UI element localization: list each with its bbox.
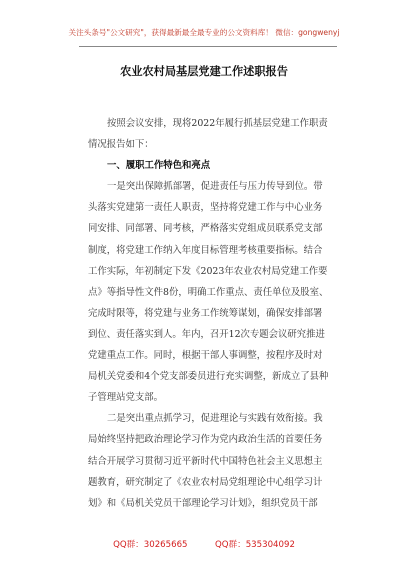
paragraph-line: 工作实际，年初制定下发《2023年农业农村局党建工作要 [88, 265, 328, 277]
paragraph-line: 同安排、同部署、同考核，严格落实党组成员联系党支部 [88, 223, 323, 235]
paragraph-line: 局始终坚持把政治理论学习作为党内政治生活的首要任务 [88, 434, 323, 446]
paragraph-line: 头落实党建第一责任人职责，坚持将党建工作与中心业务 [88, 202, 323, 214]
paragraph-line: 结合开展学习贯彻习近平新时代中国特色社会主义思想主 [88, 455, 323, 467]
paragraph-line: 制度，将党建工作纳入年度目标管理考核重要指标。结合 [88, 244, 323, 256]
paragraph-line: 局机关党委和4个党支部委员进行充实调整，新成立了县种 [88, 371, 329, 383]
section-heading: 一、履职工作特色和亮点 [107, 160, 211, 172]
paragraph-line: 党建重点工作。同时，根据干部人事调整，按程序及时对 [88, 350, 323, 362]
document-title: 农业农村局基层党建工作述职报告 [120, 65, 288, 78]
paragraph-line: 到位、责任落实到人。年内，召开12次专题会议研究推进 [88, 328, 325, 340]
footer-qq-group-2: QQ群：535304092 [215, 540, 295, 550]
paragraph-line: 题教育，研究制定了《农业农村局党组理论中心组学习计 [88, 476, 323, 488]
paragraph-line: 完成时限等，将党建与业务工作统筹谋划，确保安排部署 [88, 307, 323, 319]
paragraph-line: 按照会议安排，现将2022年履行抓基层党建工作职责 [107, 118, 328, 129]
footer-contacts [0, 538, 408, 550]
paragraph-line: 子管理站党支部。 [88, 392, 164, 404]
footer-qq-group-1: QQ群：30265665 [113, 540, 188, 550]
paragraph-line: 二是突出重点抓学习，促进理论与实践有效衔接。我 [107, 413, 323, 425]
document-body [88, 113, 331, 514]
paragraph-line: 情况报告如下： [88, 139, 154, 151]
paragraph-line: 一是突出保障抓部署，促进责任与压力传导到位。带 [107, 181, 323, 193]
promo-banner: 关注头条号"公文研究"，获得最新最全最专业的公文资料库！ 微信：gongwenyj [68, 28, 340, 37]
paragraph-line: 点》等指导性文件8份，明确工作重点、责任单位及股室、 [88, 286, 329, 298]
paragraph-line: 划》和《局机关党员干部理论学习计划》，组织党员干部 [88, 497, 318, 509]
header-rule [79, 46, 337, 47]
